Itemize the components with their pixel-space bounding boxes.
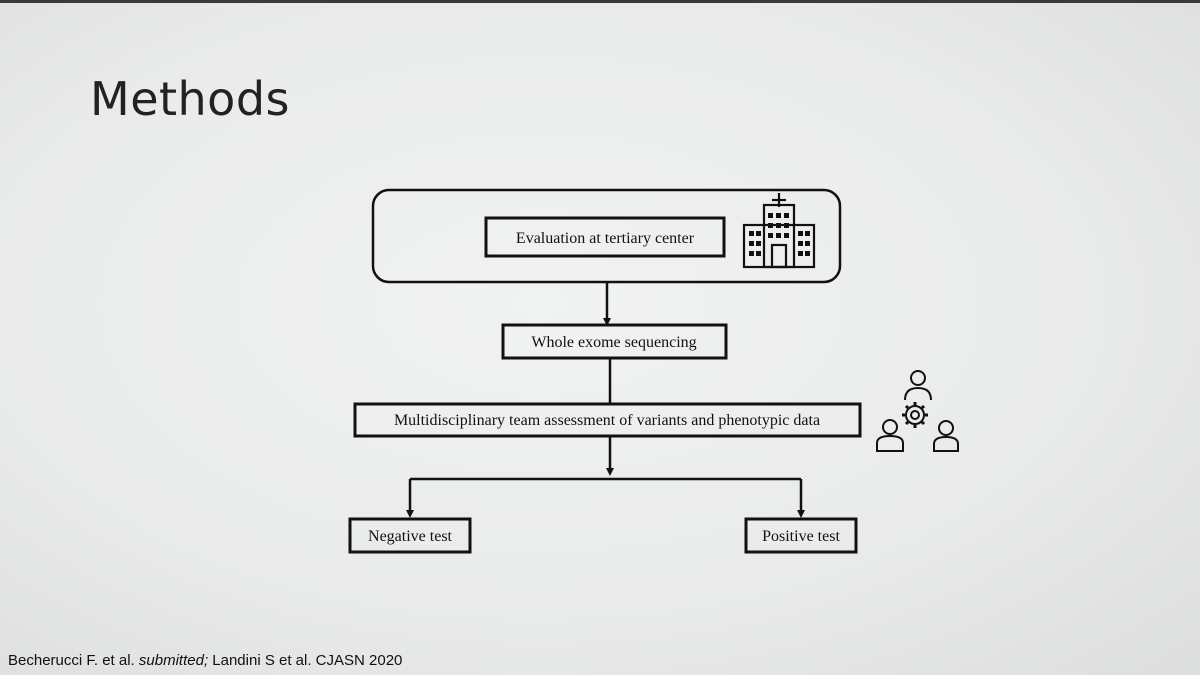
reference-1-authors: Becherucci F. et al. (8, 652, 135, 669)
negative-test-label: Negative test (368, 528, 452, 545)
slide-title: Methods (90, 72, 290, 126)
reference-2: Landini S et al. CJASN 2020 (212, 652, 403, 669)
evaluation-box (486, 218, 724, 256)
positive-test-label: Positive test (762, 528, 840, 545)
evaluation-label: Evaluation at tertiary center (515, 230, 695, 247)
sequencing-label: Whole exome sequencing (531, 334, 697, 351)
sequencing-box (503, 325, 726, 358)
assessment-box (355, 404, 860, 436)
negative-test-box (350, 519, 470, 552)
team-gear-icon (877, 371, 958, 451)
hospital-icon (744, 193, 814, 267)
positive-test-box (746, 519, 856, 552)
reference-1-status: submitted; (138, 652, 209, 669)
assessment-label: Multidisciplinary team assessment of variants and phenotypic data (393, 412, 821, 429)
references-footer (8, 652, 402, 669)
